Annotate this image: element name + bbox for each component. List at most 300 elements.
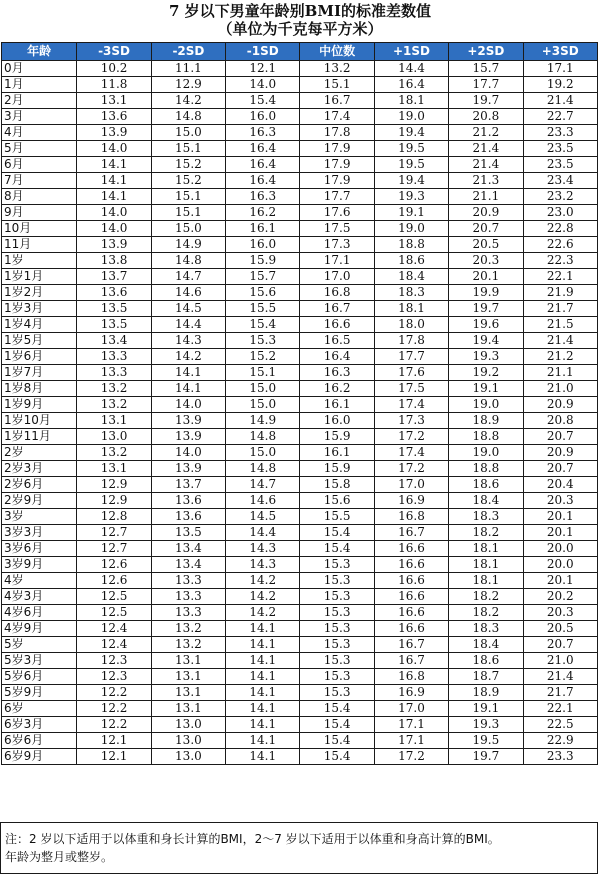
cell-age: 4岁9月 xyxy=(2,621,77,637)
cell-age: 4岁 xyxy=(2,573,77,589)
cell-plus-3sd: 23.5 xyxy=(523,141,597,157)
cell-median: 16.4 xyxy=(300,349,374,365)
table-row xyxy=(2,125,598,141)
cell-minus-2sd: 11.1 xyxy=(151,61,225,77)
cell-minus-1sd: 16.4 xyxy=(226,173,300,189)
cell-plus-3sd: 22.6 xyxy=(523,237,597,253)
cell-age: 1岁5月 xyxy=(2,333,77,349)
cell-age: 9月 xyxy=(2,205,77,221)
table-row xyxy=(2,349,598,365)
cell-minus-3sd: 13.3 xyxy=(77,349,151,365)
cell-plus-1sd: 16.6 xyxy=(374,621,448,637)
cell-minus-3sd: 12.4 xyxy=(77,621,151,637)
cell-plus-3sd: 21.9 xyxy=(523,285,597,301)
cell-minus-2sd: 14.8 xyxy=(151,109,225,125)
table-row xyxy=(2,77,598,93)
cell-minus-1sd: 16.1 xyxy=(226,221,300,237)
cell-minus-3sd: 11.8 xyxy=(77,77,151,93)
cell-minus-2sd: 14.5 xyxy=(151,301,225,317)
cell-minus-2sd: 13.9 xyxy=(151,461,225,477)
cell-plus-2sd: 21.1 xyxy=(449,189,523,205)
cell-minus-3sd: 13.9 xyxy=(77,125,151,141)
cell-minus-2sd: 14.6 xyxy=(151,285,225,301)
cell-plus-2sd: 21.3 xyxy=(449,173,523,189)
cell-median: 17.7 xyxy=(300,189,374,205)
cell-median: 16.8 xyxy=(300,285,374,301)
table-row xyxy=(2,653,598,669)
table-row xyxy=(2,669,598,685)
cell-plus-1sd: 17.8 xyxy=(374,333,448,349)
cell-plus-3sd: 20.5 xyxy=(523,621,597,637)
cell-minus-3sd: 12.3 xyxy=(77,653,151,669)
cell-minus-3sd: 14.1 xyxy=(77,157,151,173)
cell-median: 15.3 xyxy=(300,621,374,637)
cell-plus-1sd: 18.8 xyxy=(374,237,448,253)
cell-minus-3sd: 12.9 xyxy=(77,477,151,493)
table-row xyxy=(2,637,598,653)
cell-age: 11月 xyxy=(2,237,77,253)
table-row xyxy=(2,477,598,493)
cell-minus-1sd: 14.1 xyxy=(226,637,300,653)
cell-plus-3sd: 20.7 xyxy=(523,461,597,477)
cell-plus-1sd: 17.5 xyxy=(374,381,448,397)
cell-minus-2sd: 14.7 xyxy=(151,269,225,285)
cell-minus-1sd: 15.9 xyxy=(226,253,300,269)
cell-minus-1sd: 14.1 xyxy=(226,653,300,669)
cell-minus-2sd: 13.0 xyxy=(151,733,225,749)
cell-plus-2sd: 19.4 xyxy=(449,333,523,349)
cell-minus-1sd: 16.0 xyxy=(226,109,300,125)
cell-plus-2sd: 18.9 xyxy=(449,685,523,701)
cell-plus-3sd: 23.5 xyxy=(523,157,597,173)
cell-age: 2岁3月 xyxy=(2,461,77,477)
cell-age: 8月 xyxy=(2,189,77,205)
cell-age: 1岁 xyxy=(2,253,77,269)
cell-plus-1sd: 18.1 xyxy=(374,93,448,109)
cell-plus-3sd: 20.4 xyxy=(523,477,597,493)
cell-plus-1sd: 19.3 xyxy=(374,189,448,205)
table-row xyxy=(2,301,598,317)
cell-plus-2sd: 18.6 xyxy=(449,653,523,669)
table-row xyxy=(2,749,598,765)
cell-minus-2sd: 12.9 xyxy=(151,77,225,93)
cell-median: 17.3 xyxy=(300,237,374,253)
cell-minus-3sd: 12.4 xyxy=(77,637,151,653)
table-row xyxy=(2,269,598,285)
cell-minus-3sd: 12.2 xyxy=(77,701,151,717)
cell-minus-2sd: 15.1 xyxy=(151,189,225,205)
cell-minus-3sd: 12.7 xyxy=(77,541,151,557)
cell-plus-2sd: 20.7 xyxy=(449,221,523,237)
cell-median: 15.6 xyxy=(300,493,374,509)
cell-plus-2sd: 19.3 xyxy=(449,349,523,365)
cell-plus-2sd: 18.4 xyxy=(449,637,523,653)
bmi-sd-table xyxy=(1,42,598,765)
header-median: 中位数 xyxy=(300,43,374,61)
cell-median: 15.3 xyxy=(300,605,374,621)
cell-minus-2sd: 15.0 xyxy=(151,125,225,141)
cell-plus-2sd: 18.2 xyxy=(449,589,523,605)
cell-minus-2sd: 14.1 xyxy=(151,365,225,381)
cell-median: 17.6 xyxy=(300,205,374,221)
cell-median: 15.1 xyxy=(300,77,374,93)
cell-minus-1sd: 14.2 xyxy=(226,605,300,621)
cell-minus-1sd: 15.0 xyxy=(226,397,300,413)
table-header-row xyxy=(2,43,598,61)
cell-plus-1sd: 17.1 xyxy=(374,717,448,733)
cell-plus-1sd: 17.0 xyxy=(374,477,448,493)
cell-age: 5岁 xyxy=(2,637,77,653)
cell-minus-3sd: 12.1 xyxy=(77,749,151,765)
cell-plus-2sd: 19.1 xyxy=(449,381,523,397)
cell-minus-3sd: 13.5 xyxy=(77,317,151,333)
cell-plus-2sd: 19.3 xyxy=(449,717,523,733)
cell-minus-3sd: 14.0 xyxy=(77,141,151,157)
cell-plus-1sd: 17.6 xyxy=(374,365,448,381)
table-title: 7 岁以下男童年龄别BMI的标准差数值 xyxy=(169,2,431,20)
cell-plus-1sd: 19.5 xyxy=(374,141,448,157)
cell-age: 3岁6月 xyxy=(2,541,77,557)
cell-plus-3sd: 19.2 xyxy=(523,77,597,93)
cell-minus-3sd: 13.1 xyxy=(77,461,151,477)
table-row xyxy=(2,557,598,573)
cell-plus-3sd: 20.1 xyxy=(523,509,597,525)
cell-minus-2sd: 14.4 xyxy=(151,317,225,333)
cell-plus-2sd: 18.8 xyxy=(449,461,523,477)
cell-plus-1sd: 16.6 xyxy=(374,605,448,621)
cell-minus-3sd: 12.2 xyxy=(77,685,151,701)
cell-plus-2sd: 21.4 xyxy=(449,141,523,157)
table-row xyxy=(2,461,598,477)
cell-age: 4月 xyxy=(2,125,77,141)
table-row xyxy=(2,445,598,461)
cell-minus-3sd: 13.6 xyxy=(77,109,151,125)
cell-minus-2sd: 13.0 xyxy=(151,717,225,733)
cell-age: 10月 xyxy=(2,221,77,237)
cell-plus-3sd: 20.0 xyxy=(523,541,597,557)
cell-plus-2sd: 19.7 xyxy=(449,301,523,317)
cell-plus-2sd: 19.7 xyxy=(449,93,523,109)
cell-plus-2sd: 19.2 xyxy=(449,365,523,381)
cell-plus-3sd: 20.1 xyxy=(523,525,597,541)
table-row xyxy=(2,621,598,637)
cell-plus-3sd: 21.4 xyxy=(523,93,597,109)
cell-plus-2sd: 20.1 xyxy=(449,269,523,285)
cell-plus-2sd: 18.3 xyxy=(449,509,523,525)
cell-plus-1sd: 16.7 xyxy=(374,653,448,669)
cell-plus-3sd: 21.7 xyxy=(523,685,597,701)
cell-plus-2sd: 18.8 xyxy=(449,429,523,445)
cell-age: 1岁3月 xyxy=(2,301,77,317)
cell-age: 2岁6月 xyxy=(2,477,77,493)
footnote-line-1: 注：2 岁以下适用于以体重和身长计算的BMI，2～7 岁以下适用于以体重和身高计算的BMI。 xyxy=(5,832,500,846)
cell-minus-3sd: 13.1 xyxy=(77,93,151,109)
cell-minus-2sd: 13.1 xyxy=(151,685,225,701)
cell-minus-1sd: 14.0 xyxy=(226,77,300,93)
cell-age: 1岁6月 xyxy=(2,349,77,365)
table-row xyxy=(2,589,598,605)
cell-median: 15.3 xyxy=(300,573,374,589)
cell-plus-2sd: 19.1 xyxy=(449,701,523,717)
cell-minus-2sd: 14.0 xyxy=(151,445,225,461)
cell-median: 15.3 xyxy=(300,557,374,573)
footnote xyxy=(0,822,598,874)
cell-plus-2sd: 18.4 xyxy=(449,493,523,509)
cell-plus-1sd: 16.6 xyxy=(374,557,448,573)
cell-plus-2sd: 18.1 xyxy=(449,541,523,557)
cell-plus-3sd: 22.8 xyxy=(523,221,597,237)
header-age: 年龄 xyxy=(2,43,77,61)
cell-plus-3sd: 20.2 xyxy=(523,589,597,605)
cell-plus-2sd: 18.7 xyxy=(449,669,523,685)
cell-minus-2sd: 13.4 xyxy=(151,557,225,573)
cell-minus-1sd: 14.2 xyxy=(226,589,300,605)
table-row xyxy=(2,237,598,253)
cell-minus-3sd: 12.8 xyxy=(77,509,151,525)
cell-plus-3sd: 21.0 xyxy=(523,381,597,397)
cell-plus-3sd: 23.2 xyxy=(523,189,597,205)
cell-plus-1sd: 17.4 xyxy=(374,445,448,461)
cell-plus-1sd: 19.1 xyxy=(374,205,448,221)
cell-median: 17.4 xyxy=(300,109,374,125)
table-row xyxy=(2,365,598,381)
cell-median: 15.4 xyxy=(300,701,374,717)
cell-minus-1sd: 16.2 xyxy=(226,205,300,221)
cell-plus-3sd: 22.7 xyxy=(523,109,597,125)
table-row xyxy=(2,317,598,333)
header-plus-1sd: +1SD xyxy=(374,43,448,61)
cell-minus-3sd: 12.2 xyxy=(77,717,151,733)
cell-plus-1sd: 16.9 xyxy=(374,685,448,701)
cell-age: 2岁9月 xyxy=(2,493,77,509)
cell-minus-2sd: 14.3 xyxy=(151,333,225,349)
cell-minus-1sd: 14.1 xyxy=(226,733,300,749)
cell-plus-3sd: 20.9 xyxy=(523,397,597,413)
cell-minus-2sd: 13.4 xyxy=(151,541,225,557)
table-row xyxy=(2,493,598,509)
footnote-line-2: 年龄为整月或整岁。 xyxy=(5,850,114,864)
cell-plus-2sd: 18.1 xyxy=(449,573,523,589)
cell-plus-2sd: 20.9 xyxy=(449,205,523,221)
cell-age: 1岁10月 xyxy=(2,413,77,429)
cell-plus-2sd: 19.9 xyxy=(449,285,523,301)
cell-median: 15.4 xyxy=(300,541,374,557)
table-row xyxy=(2,605,598,621)
cell-minus-2sd: 13.3 xyxy=(151,605,225,621)
cell-minus-2sd: 13.1 xyxy=(151,701,225,717)
cell-minus-1sd: 14.4 xyxy=(226,525,300,541)
cell-age: 4岁3月 xyxy=(2,589,77,605)
cell-plus-1sd: 17.3 xyxy=(374,413,448,429)
cell-median: 15.9 xyxy=(300,461,374,477)
cell-minus-1sd: 14.9 xyxy=(226,413,300,429)
cell-minus-2sd: 13.1 xyxy=(151,653,225,669)
cell-plus-1sd: 16.6 xyxy=(374,589,448,605)
cell-minus-1sd: 15.0 xyxy=(226,445,300,461)
cell-minus-3sd: 13.8 xyxy=(77,253,151,269)
cell-minus-3sd: 14.0 xyxy=(77,221,151,237)
cell-plus-3sd: 21.4 xyxy=(523,669,597,685)
cell-plus-1sd: 19.0 xyxy=(374,109,448,125)
cell-minus-3sd: 13.5 xyxy=(77,301,151,317)
table-row xyxy=(2,157,598,173)
cell-minus-2sd: 13.3 xyxy=(151,589,225,605)
table-row xyxy=(2,413,598,429)
cell-minus-1sd: 16.3 xyxy=(226,189,300,205)
header-plus-2sd: +2SD xyxy=(449,43,523,61)
cell-plus-3sd: 22.9 xyxy=(523,733,597,749)
cell-plus-2sd: 18.1 xyxy=(449,557,523,573)
cell-median: 16.1 xyxy=(300,445,374,461)
cell-median: 16.1 xyxy=(300,397,374,413)
cell-plus-3sd: 21.2 xyxy=(523,349,597,365)
cell-age: 5岁3月 xyxy=(2,653,77,669)
cell-median: 17.9 xyxy=(300,157,374,173)
cell-plus-3sd: 21.1 xyxy=(523,365,597,381)
cell-minus-2sd: 13.1 xyxy=(151,669,225,685)
cell-minus-2sd: 13.2 xyxy=(151,621,225,637)
cell-plus-1sd: 17.7 xyxy=(374,349,448,365)
table-row xyxy=(2,733,598,749)
table-row xyxy=(2,381,598,397)
cell-plus-1sd: 17.2 xyxy=(374,429,448,445)
cell-age: 1岁8月 xyxy=(2,381,77,397)
cell-median: 15.3 xyxy=(300,685,374,701)
cell-plus-1sd: 17.2 xyxy=(374,461,448,477)
cell-minus-1sd: 14.1 xyxy=(226,717,300,733)
cell-plus-1sd: 17.0 xyxy=(374,701,448,717)
cell-plus-3sd: 23.4 xyxy=(523,173,597,189)
cell-age: 1岁7月 xyxy=(2,365,77,381)
cell-minus-3sd: 13.9 xyxy=(77,237,151,253)
cell-minus-2sd: 13.6 xyxy=(151,493,225,509)
cell-plus-1sd: 16.8 xyxy=(374,509,448,525)
cell-age: 5月 xyxy=(2,141,77,157)
cell-age: 0月 xyxy=(2,61,77,77)
cell-age: 1岁2月 xyxy=(2,285,77,301)
cell-median: 15.3 xyxy=(300,653,374,669)
cell-plus-3sd: 21.0 xyxy=(523,653,597,669)
table-row xyxy=(2,189,598,205)
cell-plus-1sd: 19.4 xyxy=(374,173,448,189)
cell-plus-2sd: 21.2 xyxy=(449,125,523,141)
cell-plus-3sd: 20.9 xyxy=(523,445,597,461)
cell-age: 1岁11月 xyxy=(2,429,77,445)
cell-minus-1sd: 16.4 xyxy=(226,141,300,157)
cell-minus-1sd: 14.1 xyxy=(226,621,300,637)
table-row xyxy=(2,253,598,269)
cell-median: 15.3 xyxy=(300,589,374,605)
cell-minus-3sd: 13.6 xyxy=(77,285,151,301)
cell-age: 1岁1月 xyxy=(2,269,77,285)
cell-plus-2sd: 18.3 xyxy=(449,621,523,637)
cell-plus-1sd: 16.9 xyxy=(374,493,448,509)
cell-minus-1sd: 15.5 xyxy=(226,301,300,317)
cell-minus-2sd: 13.9 xyxy=(151,429,225,445)
cell-age: 5岁6月 xyxy=(2,669,77,685)
cell-plus-3sd: 17.1 xyxy=(523,61,597,77)
cell-plus-3sd: 20.7 xyxy=(523,637,597,653)
cell-plus-1sd: 19.5 xyxy=(374,157,448,173)
cell-plus-1sd: 16.6 xyxy=(374,541,448,557)
cell-age: 1月 xyxy=(2,77,77,93)
cell-minus-3sd: 14.1 xyxy=(77,189,151,205)
cell-minus-1sd: 15.0 xyxy=(226,381,300,397)
cell-minus-3sd: 10.2 xyxy=(77,61,151,77)
cell-minus-1sd: 15.3 xyxy=(226,333,300,349)
table-row xyxy=(2,205,598,221)
cell-plus-2sd: 18.2 xyxy=(449,605,523,621)
cell-plus-1sd: 14.4 xyxy=(374,61,448,77)
cell-minus-3sd: 13.1 xyxy=(77,413,151,429)
cell-plus-2sd: 19.0 xyxy=(449,397,523,413)
cell-median: 17.9 xyxy=(300,141,374,157)
cell-minus-1sd: 15.2 xyxy=(226,349,300,365)
cell-plus-2sd: 20.8 xyxy=(449,109,523,125)
cell-plus-2sd: 15.7 xyxy=(449,61,523,77)
header-plus-3sd: +3SD xyxy=(523,43,597,61)
table-row xyxy=(2,429,598,445)
cell-minus-1sd: 14.1 xyxy=(226,669,300,685)
cell-minus-3sd: 12.1 xyxy=(77,733,151,749)
table-row xyxy=(2,685,598,701)
cell-minus-1sd: 14.8 xyxy=(226,429,300,445)
cell-plus-2sd: 19.0 xyxy=(449,445,523,461)
cell-plus-3sd: 22.5 xyxy=(523,717,597,733)
cell-minus-1sd: 14.5 xyxy=(226,509,300,525)
table-subtitle-unit: （单位为千克每平方米） xyxy=(217,20,383,38)
cell-minus-2sd: 14.2 xyxy=(151,349,225,365)
cell-age: 3月 xyxy=(2,109,77,125)
cell-minus-1sd: 16.4 xyxy=(226,157,300,173)
cell-median: 16.7 xyxy=(300,301,374,317)
cell-minus-2sd: 15.1 xyxy=(151,205,225,221)
cell-age: 7月 xyxy=(2,173,77,189)
cell-plus-2sd: 19.5 xyxy=(449,733,523,749)
cell-minus-1sd: 14.3 xyxy=(226,541,300,557)
table-row xyxy=(2,573,598,589)
cell-plus-1sd: 18.4 xyxy=(374,269,448,285)
cell-plus-3sd: 20.8 xyxy=(523,413,597,429)
cell-plus-2sd: 18.2 xyxy=(449,525,523,541)
cell-plus-1sd: 16.6 xyxy=(374,573,448,589)
cell-median: 15.4 xyxy=(300,733,374,749)
cell-minus-1sd: 14.3 xyxy=(226,557,300,573)
cell-median: 16.7 xyxy=(300,93,374,109)
cell-plus-2sd: 19.7 xyxy=(449,749,523,765)
cell-plus-1sd: 18.0 xyxy=(374,317,448,333)
cell-plus-2sd: 19.6 xyxy=(449,317,523,333)
cell-minus-1sd: 15.6 xyxy=(226,285,300,301)
cell-minus-2sd: 14.1 xyxy=(151,381,225,397)
cell-minus-1sd: 14.1 xyxy=(226,749,300,765)
cell-plus-1sd: 17.1 xyxy=(374,733,448,749)
cell-minus-1sd: 12.1 xyxy=(226,61,300,77)
table-body xyxy=(2,61,598,765)
cell-age: 5岁9月 xyxy=(2,685,77,701)
cell-plus-2sd: 20.3 xyxy=(449,253,523,269)
cell-age: 6岁3月 xyxy=(2,717,77,733)
cell-minus-2sd: 13.5 xyxy=(151,525,225,541)
cell-minus-2sd: 14.8 xyxy=(151,253,225,269)
cell-plus-1sd: 19.0 xyxy=(374,221,448,237)
header-minus-3sd: -3SD xyxy=(77,43,151,61)
cell-minus-1sd: 14.1 xyxy=(226,701,300,717)
cell-plus-3sd: 20.7 xyxy=(523,429,597,445)
cell-median: 15.4 xyxy=(300,525,374,541)
cell-median: 16.3 xyxy=(300,365,374,381)
table-row xyxy=(2,109,598,125)
